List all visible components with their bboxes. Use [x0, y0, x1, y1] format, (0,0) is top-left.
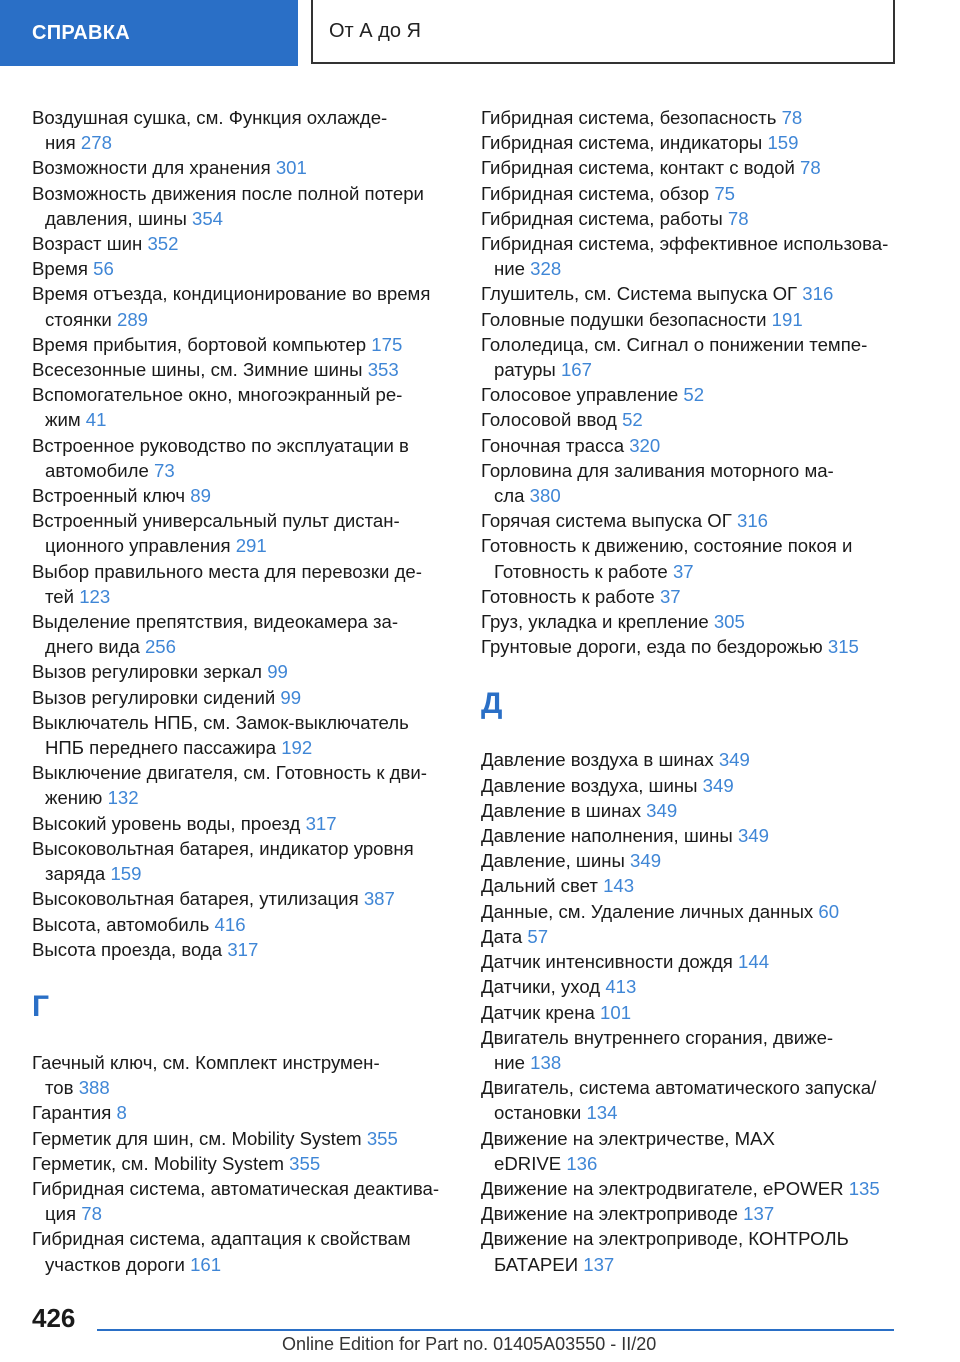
index-entry — [481, 105, 926, 130]
page-reference-link[interactable]: 315 — [827, 636, 859, 658]
index-entry — [32, 912, 472, 937]
index-entry-term: Глушитель, см. Система выпуска ОГ — [481, 283, 798, 305]
index-entry-term-continued: днего вида — [45, 636, 140, 658]
index-entry-term-continued: автомобиле — [45, 459, 149, 481]
page-reference-link[interactable]: 161 — [190, 1253, 222, 1275]
page-reference-link[interactable]: 57 — [527, 925, 549, 947]
page-reference-link[interactable]: 136 — [566, 1152, 598, 1174]
index-entry-term: Датчики, уход — [481, 976, 601, 998]
page-reference-link[interactable]: 143 — [603, 875, 635, 897]
index-entry-term: Высокий уровень воды, проезд — [32, 812, 301, 834]
index-entry-term: Возможность движения после полной потери — [32, 182, 424, 204]
index-entry-term-continued: стоянки — [45, 308, 112, 330]
page-reference-link[interactable]: 301 — [275, 157, 307, 179]
index-entry-continuation — [32, 634, 472, 659]
index-entry — [32, 685, 472, 710]
index-entry-term: Дата — [481, 925, 523, 947]
index-entry — [481, 130, 926, 155]
index-entry — [481, 747, 926, 772]
index-entry — [32, 281, 472, 331]
index-entry-term: Датчик интенсивности дождя — [481, 951, 733, 973]
index-entry — [481, 458, 926, 508]
index-entry-continuation — [32, 458, 472, 483]
index-entry-term: Давление воздуха, шины — [481, 774, 698, 796]
index-entry — [32, 811, 472, 836]
page-reference-link[interactable]: 387 — [363, 888, 395, 910]
index-entry-term: Выделение препятствия, видеокамера за- — [32, 611, 399, 633]
index-entry — [481, 848, 926, 873]
index-entry — [481, 609, 926, 634]
index-entry-term: Гибридная система, безопасность — [481, 107, 777, 128]
index-entry — [481, 924, 926, 949]
index-entry-term-continued: тей — [45, 585, 75, 607]
index-entry — [481, 206, 926, 231]
entry-group — [481, 105, 926, 659]
index-entry-continuation — [32, 533, 472, 558]
page-reference-link[interactable]: 78 — [800, 157, 821, 179]
index-entry-term: Горячая система выпуска ОГ — [481, 510, 732, 532]
page-reference-link[interactable]: 99 — [280, 686, 302, 708]
index-entry-continuation — [481, 559, 926, 584]
index-entry — [481, 773, 926, 798]
index-entry-term: Давление воздуха в шинах — [481, 749, 714, 771]
index-entry-term-continued: жению — [45, 787, 103, 809]
page-reference-link[interactable]: 135 — [848, 1177, 880, 1199]
page-reference-link[interactable]: 78 — [781, 107, 803, 128]
index-entry-term-continued: ция — [45, 1203, 77, 1225]
page-reference-link[interactable]: 256 — [144, 636, 176, 658]
index-entry-term-continued: жим — [45, 409, 81, 431]
page-reference-link[interactable]: 8 — [116, 1102, 127, 1124]
page-reference-link[interactable]: 123 — [79, 585, 111, 607]
index-entry-continuation — [32, 861, 472, 886]
index-entry-term: Двигатель внутреннего сгорания, движе- — [481, 1026, 834, 1048]
index-entry-term: Выключатель НПБ, см. Замок-выключатель — [32, 711, 409, 733]
index-entry-continuation — [481, 1050, 926, 1075]
index-entry-term: Герметик, см. Mobility System — [32, 1152, 284, 1174]
index-entry — [32, 105, 472, 155]
page-reference-link[interactable]: 352 — [147, 233, 179, 255]
index-entry-term: Гибридная система, адаптация к свойствам — [32, 1228, 411, 1250]
index-entry — [32, 1176, 472, 1226]
index-entry — [481, 873, 926, 898]
index-entry-term: Гибридная система, индикаторы — [481, 132, 763, 154]
index-entry — [32, 1100, 472, 1125]
index-entry — [481, 231, 926, 281]
index-entry-term-continued: ния — [45, 132, 76, 154]
index-entry — [481, 281, 926, 306]
index-entry-term: Гибридная система, работы — [481, 207, 723, 229]
page-reference-link[interactable]: 41 — [85, 409, 107, 431]
index-entry-term: Возраст шин — [32, 233, 143, 255]
page-header — [0, 0, 960, 68]
page-reference-link[interactable]: 52 — [683, 384, 705, 406]
page-reference-link[interactable]: 52 — [622, 409, 643, 431]
index-entry — [32, 886, 472, 911]
index-entry-term: Встроенный универсальный пульт дистан- — [32, 510, 400, 532]
index-entry — [32, 256, 472, 281]
index-entry-term: Датчик крена — [481, 1001, 595, 1023]
index-entry — [32, 609, 472, 659]
index-entry — [481, 1176, 926, 1201]
page-reference-link[interactable]: 175 — [371, 333, 403, 355]
index-entry-term: Гибридная система, контакт с водой — [481, 157, 795, 179]
index-entry — [32, 937, 472, 962]
index-entry-term: Гололедица, см. Сигнал о понижении темпе- — [481, 333, 868, 355]
index-entry-term: Герметик для шин, см. Mobility System — [32, 1127, 362, 1149]
page-reference-link[interactable]: 137 — [743, 1203, 775, 1225]
edition-info: Online Edition for Part no. 01405A03550 - II/20 — [282, 1334, 657, 1354]
index-entry-term: Высота проезда, вода — [32, 938, 223, 960]
page-reference-link[interactable]: 192 — [281, 737, 313, 759]
page-reference-link[interactable]: 101 — [600, 1001, 632, 1023]
page-reference-link[interactable]: 317 — [305, 812, 337, 834]
page-reference-link[interactable]: 159 — [767, 132, 799, 154]
index-entry — [481, 307, 926, 332]
index-entry-term-continued: тов — [45, 1077, 74, 1099]
index-entry-term: Гарантия — [32, 1102, 112, 1124]
page-reference-link[interactable]: 416 — [214, 913, 246, 935]
entry-group — [32, 105, 472, 962]
index-entry — [481, 1226, 926, 1276]
index-letter-heading: Г — [32, 989, 50, 1023]
index-entry — [481, 1201, 926, 1226]
page-reference-link[interactable]: 37 — [672, 560, 694, 582]
index-entry — [32, 357, 472, 382]
index-entry-continuation — [32, 130, 472, 155]
index-entry — [32, 1151, 472, 1176]
index-entry-term: Головные подушки безопасности — [481, 308, 767, 330]
index-entry-term: Время прибытия, бортовой компьютер — [32, 333, 367, 355]
section-tab[interactable]: СПРАВКА — [0, 0, 298, 66]
index-entry-term-continued: ратуры — [494, 359, 556, 381]
index-entry-term: Груз, укладка и крепление — [481, 611, 709, 633]
index-entry — [481, 508, 926, 533]
page-reference-link[interactable]: 316 — [737, 510, 769, 532]
page-footer — [0, 1300, 960, 1362]
index-column-left — [32, 105, 472, 1277]
page-reference-link[interactable]: 159 — [110, 863, 142, 885]
entry-group — [32, 1050, 472, 1277]
index-entry-term: Вспомогательное окно, многоэкранный ре- — [32, 384, 403, 406]
index-entry-term: Высоковольтная батарея, утилизация — [32, 888, 359, 910]
index-entry-term-continued: давления, шины — [45, 207, 187, 229]
page-reference-link[interactable]: 138 — [530, 1051, 562, 1073]
page-reference-link[interactable]: 132 — [107, 787, 139, 809]
index-entry-continuation — [32, 735, 472, 760]
page-reference-link[interactable]: 349 — [737, 825, 769, 847]
index-entry — [481, 1126, 926, 1176]
index-column-right — [481, 105, 926, 1277]
index-entry-term: Гоночная трасса — [481, 434, 625, 456]
page-reference-link[interactable]: 134 — [586, 1102, 618, 1124]
index-entry-term: Воздушная сушка, см. Функция охлажде- — [32, 107, 388, 128]
index-entry — [32, 1226, 472, 1276]
page-reference-link[interactable]: 167 — [560, 359, 592, 381]
page-reference-link[interactable]: 380 — [529, 485, 561, 507]
index-entry-continuation — [481, 1151, 926, 1176]
page-reference-link[interactable]: 413 — [605, 976, 637, 998]
index-entry-term-continued: сла — [494, 485, 525, 507]
index-entry-continuation — [32, 407, 472, 432]
page-reference-link[interactable]: 320 — [629, 434, 661, 456]
index-entry-term: Готовность к работе — [481, 585, 655, 607]
page-reference-link[interactable]: 388 — [78, 1077, 110, 1099]
index-entry-term-continued: НПБ переднего пассажира — [45, 737, 277, 759]
page-number: 426 — [32, 1303, 76, 1333]
index-entry-continuation — [32, 206, 472, 231]
index-entry-term-continued: ние — [494, 258, 525, 280]
index-entry-term: Выбор правильного места для перевозки де- — [32, 560, 422, 582]
index-entry-term-continued: остановки — [494, 1102, 582, 1124]
page-reference-link[interactable]: 355 — [289, 1152, 321, 1174]
index-entry-term: Голосовой ввод — [481, 409, 617, 431]
index-entry-term: Встроенное руководство по эксплуатации в — [32, 434, 409, 456]
page-reference-link[interactable]: 137 — [583, 1253, 615, 1275]
page-reference-link[interactable]: 354 — [192, 207, 224, 229]
index-entry-term: Возможности для хранения — [32, 157, 271, 179]
page-reference-link[interactable]: 353 — [367, 359, 399, 381]
index-entry-continuation — [481, 483, 926, 508]
index-entry — [32, 433, 472, 483]
index-entry-term: Давление в шинах — [481, 799, 641, 821]
page-reference-link[interactable]: 75 — [714, 182, 736, 204]
index-entry-continuation — [481, 1100, 926, 1125]
index-entry — [481, 584, 926, 609]
index-entry-term-continued: БАТАРЕИ — [494, 1253, 579, 1275]
index-entry — [32, 508, 472, 558]
index-entry — [481, 382, 926, 407]
index-entry-term: Встроенный ключ — [32, 485, 186, 507]
index-entry-term: Высота, автомобиль — [32, 913, 210, 935]
page-reference-link[interactable]: 289 — [116, 308, 149, 330]
index-entry-continuation — [32, 307, 472, 332]
index-entry-term-continued: заряда — [45, 863, 106, 885]
index-entry-term: Время — [32, 258, 88, 280]
index-entry-term: Движение на электродвигателе, ePOWER — [481, 1177, 844, 1199]
index-entry-term: Данные, см. Удаление личных данных — [481, 900, 814, 922]
index-entry — [481, 433, 926, 458]
page-reference-link[interactable]: 316 — [802, 283, 834, 305]
index-entry-term: Гибридная система, автоматическая деактива- — [32, 1177, 440, 1199]
index-entry-term: Гибридная система, эффективное использова- — [481, 233, 889, 255]
index-entry — [481, 798, 926, 823]
page-reference-link[interactable]: 291 — [235, 535, 267, 557]
index-entry — [481, 332, 926, 382]
page-reference-link[interactable]: 60 — [818, 900, 840, 922]
index-entry-term: Дальний свет — [481, 875, 598, 897]
index-entry-term: Горловина для заливания моторного ма- — [481, 459, 834, 481]
index-entry — [32, 155, 472, 180]
index-entry — [481, 1000, 926, 1025]
page-reference-link[interactable]: 89 — [190, 485, 211, 507]
index-entry-continuation — [481, 256, 926, 281]
page-reference-link[interactable]: 328 — [530, 258, 562, 280]
index-entry-term: Движение на электроприводе — [481, 1203, 738, 1225]
index-entry — [32, 659, 472, 684]
page-reference-link[interactable]: 99 — [267, 661, 288, 683]
page-reference-link[interactable]: 317 — [227, 938, 259, 960]
entry-group — [481, 747, 926, 1276]
index-entry — [32, 231, 472, 256]
index-entry-term-continued: ние — [494, 1051, 525, 1073]
index-entry-term: Давление наполнения, шины — [481, 825, 733, 847]
index-entry-term: Гибридная система, обзор — [481, 182, 710, 204]
index-entry-term: Голосовое управление — [481, 384, 679, 406]
index-entry — [32, 1050, 472, 1100]
index-entry-term-continued: ционного управления — [45, 535, 231, 557]
page-reference-link[interactable]: 191 — [771, 308, 803, 330]
index-entry — [32, 710, 472, 760]
index-entry-continuation — [481, 357, 926, 382]
index-entry — [32, 332, 472, 357]
index-entry — [32, 483, 472, 508]
page-reference-link[interactable]: 355 — [366, 1127, 398, 1149]
index-entry — [32, 382, 472, 432]
index-entry-term: Высоковольтная батарея, индикатор уровня — [32, 837, 414, 859]
index-entry-continuation — [32, 584, 472, 609]
index-entry — [481, 407, 926, 432]
index-entry — [481, 181, 926, 206]
index-entry — [481, 1025, 926, 1075]
page-reference-link[interactable]: 349 — [702, 774, 734, 796]
index-entry-term: Двигатель, система автоматического запуска/ — [481, 1077, 877, 1099]
index-entry — [481, 823, 926, 848]
index-entry-term: Движение на электроприводе, КОНТРОЛЬ — [481, 1228, 849, 1250]
index-entry-term: Вызов регулировки зеркал — [32, 661, 263, 683]
index-entry-term: Гаечный ключ, см. Комплект инструмен- — [32, 1051, 380, 1073]
index-entry-term: Всесезонные шины, см. Зимние шины — [32, 359, 363, 381]
index-entry-continuation — [32, 1252, 472, 1277]
page-reference-link[interactable]: 37 — [659, 585, 681, 607]
index-entry-continuation — [32, 785, 472, 810]
index-entry — [481, 1075, 926, 1125]
index-entry-term: Давление, шины — [481, 850, 625, 872]
index-entry-term: Готовность к движению, состояние покоя и — [481, 535, 853, 557]
footer-divider — [97, 1329, 894, 1331]
chapter-title: От А до Я — [311, 0, 895, 64]
index-entry-continuation — [481, 1252, 926, 1277]
index-entry — [32, 760, 472, 810]
page-reference-link[interactable]: 73 — [153, 459, 175, 481]
page-reference-link[interactable]: 305 — [713, 611, 745, 633]
index-entry-term: Выключение двигателя, см. Готовность к дви- — [32, 762, 427, 784]
index-entry-continuation — [32, 1075, 472, 1100]
page-reference-link[interactable]: 144 — [738, 951, 770, 973]
index-entry — [481, 899, 926, 924]
index-entry — [481, 634, 926, 659]
index-entry-term: Движение на электричестве, MAX — [481, 1127, 775, 1149]
index-entry-term-continued: eDRIVE — [494, 1152, 562, 1174]
page-reference-link[interactable]: 78 — [727, 207, 749, 229]
index-entry-term: Время отъезда, кондиционирование во время — [32, 283, 431, 305]
index-entry-term-continued: Готовность к работе — [494, 560, 668, 582]
page-reference-link[interactable]: 349 — [630, 850, 662, 872]
page-reference-link[interactable]: 56 — [93, 258, 114, 280]
index-entry — [481, 533, 926, 583]
index-entry — [32, 1126, 472, 1151]
index-entry — [32, 181, 472, 231]
index-entry — [481, 155, 926, 180]
page-reference-link[interactable]: 278 — [80, 132, 112, 154]
page-reference-link[interactable]: 349 — [718, 749, 750, 771]
index-letter-heading: Д — [481, 687, 503, 721]
index-entry-continuation — [32, 1201, 472, 1226]
page-reference-link[interactable]: 349 — [646, 799, 678, 821]
index-entry — [481, 949, 926, 974]
page-reference-link[interactable]: 78 — [81, 1203, 102, 1225]
index-entry — [32, 836, 472, 886]
index-entry-term-continued: участков дороги — [45, 1253, 185, 1275]
index-entry-term: Вызов регулировки сидений — [32, 686, 276, 708]
index-entry — [481, 974, 926, 999]
index-entry-term: Грунтовые дороги, езда по бездорожью — [481, 636, 823, 658]
index-entry — [32, 559, 472, 609]
